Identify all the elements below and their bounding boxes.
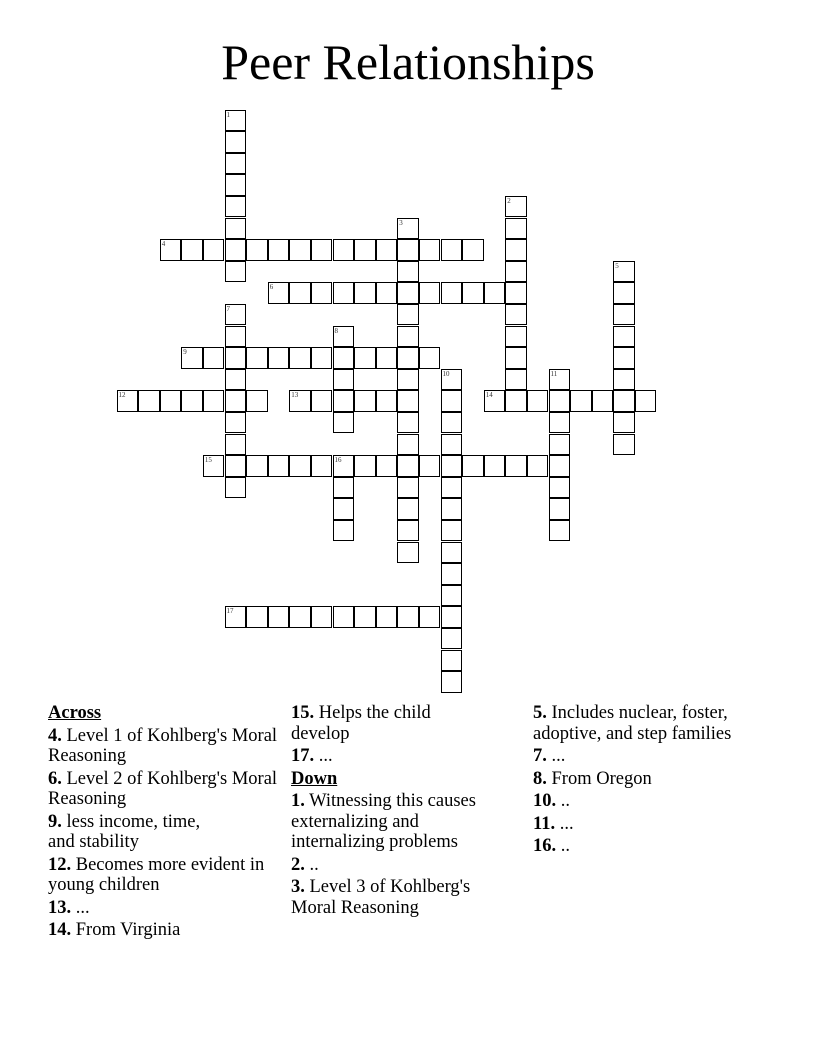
- grid-cell[interactable]: [225, 196, 247, 218]
- grid-cell[interactable]: [203, 239, 225, 261]
- clue-down-5: 5. Includes nuclear, foster, adoptive, and step families: [533, 703, 732, 744]
- clue-down-2: 2. ..: [291, 854, 319, 875]
- clue-number: 10: [442, 369, 450, 378]
- grid-cell[interactable]: [246, 455, 268, 477]
- grid-cell[interactable]: [333, 477, 355, 499]
- across-heading: Across: [48, 703, 102, 723]
- clue-across-6: 6. Level 2 of Kohlberg's Moral Reasoning: [48, 768, 278, 809]
- grid-cell[interactable]: [441, 477, 463, 499]
- clue-across-17: 17. ...: [291, 746, 333, 766]
- grid-cell[interactable]: [441, 650, 463, 672]
- grid-cell[interactable]: [333, 520, 355, 542]
- grid-cell[interactable]: [397, 412, 419, 434]
- grid-cell[interactable]: [613, 282, 635, 304]
- clue-across-15: 15. Helps the child develop: [291, 703, 431, 744]
- grid-cell[interactable]: [613, 390, 635, 412]
- grid-cell[interactable]: [441, 239, 463, 261]
- grid-cell[interactable]: [505, 282, 527, 304]
- grid-cell[interactable]: [441, 671, 463, 693]
- grid-cell[interactable]: [441, 282, 463, 304]
- clues-column-3: [533, 703, 753, 859]
- grid-cell[interactable]: [419, 282, 441, 304]
- grid-cell[interactable]: [376, 239, 398, 261]
- grid-cell[interactable]: [397, 261, 419, 283]
- grid-cell[interactable]: [333, 347, 355, 369]
- grid-cell[interactable]: [462, 282, 484, 304]
- grid-cell[interactable]: [333, 412, 355, 434]
- grid-cell[interactable]: [225, 304, 247, 326]
- grid-cell[interactable]: [397, 434, 419, 456]
- grid-cell[interactable]: [441, 563, 463, 585]
- grid-cell[interactable]: [333, 239, 355, 261]
- crossword-grid: [117, 110, 677, 700]
- grid-cell[interactable]: [289, 606, 311, 628]
- grid-cell[interactable]: [354, 239, 376, 261]
- grid-cell[interactable]: [549, 498, 571, 520]
- grid-cell[interactable]: [441, 585, 463, 607]
- grid-cell[interactable]: [268, 606, 290, 628]
- grid-cell[interactable]: [505, 304, 527, 326]
- grid-cell[interactable]: [549, 520, 571, 542]
- grid-cell[interactable]: [376, 282, 398, 304]
- grid-cell[interactable]: [419, 455, 441, 477]
- grid-cell[interactable]: [441, 542, 463, 564]
- grid-cell[interactable]: [160, 239, 182, 261]
- clue-across-14: 14. From Virginia: [48, 920, 181, 940]
- grid-cell[interactable]: [333, 369, 355, 391]
- grid-cell[interactable]: [397, 282, 419, 304]
- clue-down-7: 7. ...: [533, 746, 566, 766]
- down-heading: Down: [291, 768, 338, 789]
- grid-cell[interactable]: [549, 434, 571, 456]
- grid-cell[interactable]: [441, 520, 463, 542]
- clue-number: 11: [550, 369, 558, 378]
- grid-cell[interactable]: [613, 369, 635, 391]
- clue-number: 9: [183, 348, 187, 357]
- grid-cell[interactable]: [333, 282, 355, 304]
- grid-cell[interactable]: [311, 455, 333, 477]
- grid-cell[interactable]: [181, 239, 203, 261]
- grid-cell[interactable]: [268, 282, 290, 304]
- grid-cell[interactable]: [462, 455, 484, 477]
- grid-cell[interactable]: [333, 606, 355, 628]
- grid-cell[interactable]: [441, 606, 463, 628]
- grid-cell[interactable]: [225, 218, 247, 240]
- clue-number: 17: [226, 607, 234, 616]
- grid-cell[interactable]: [570, 390, 592, 412]
- clue-number: 6: [269, 283, 274, 292]
- clue-number: 3: [399, 218, 403, 227]
- grid-cell[interactable]: [505, 347, 527, 369]
- grid-cell[interactable]: [354, 455, 376, 477]
- grid-cell[interactable]: [225, 412, 247, 434]
- grid-cell[interactable]: [397, 455, 419, 477]
- grid-cell[interactable]: [225, 261, 247, 283]
- grid-cell[interactable]: [397, 218, 419, 240]
- grid-cell[interactable]: [225, 434, 247, 456]
- clue-down-16: 16. ..: [533, 836, 570, 856]
- clue-down-3: 3. Level 3 of Kohlberg's Moral Reasoning: [291, 877, 471, 918]
- grid-cell[interactable]: [354, 390, 376, 412]
- clue-across-13: 13. ...: [48, 897, 90, 918]
- clue-number: 15: [204, 456, 212, 465]
- clue-number: 16: [334, 456, 342, 465]
- grid-cell[interactable]: [311, 606, 333, 628]
- grid-cell[interactable]: [635, 390, 657, 412]
- clue-down-8: 8. From Oregon: [533, 768, 652, 789]
- grid-cell[interactable]: [397, 542, 419, 564]
- clue-down-10: 10. ..: [533, 791, 570, 811]
- grid-cell[interactable]: [376, 390, 398, 412]
- grid-cell[interactable]: [397, 369, 419, 391]
- grid-cell[interactable]: [613, 326, 635, 348]
- clues-column-2: [291, 703, 506, 920]
- grid-cell[interactable]: [376, 606, 398, 628]
- grid-cell[interactable]: [246, 390, 268, 412]
- clue-number: 7: [226, 304, 230, 313]
- clue-across-4: 4. Level 1 of Kohlberg's Moral Reasoning: [48, 725, 278, 766]
- clue-number: 8: [334, 326, 338, 335]
- grid-cell[interactable]: [484, 390, 506, 412]
- grid-cell[interactable]: [289, 390, 311, 412]
- grid-cell[interactable]: [397, 498, 419, 520]
- clue-number: 1: [226, 110, 230, 119]
- grid-cell[interactable]: [246, 239, 268, 261]
- grid-cell[interactable]: [333, 455, 355, 477]
- grid-cell[interactable]: [311, 239, 333, 261]
- grid-cell[interactable]: [419, 606, 441, 628]
- grid-cell[interactable]: [225, 347, 247, 369]
- grid-cell[interactable]: [289, 347, 311, 369]
- grid-cell[interactable]: [354, 606, 376, 628]
- grid-cell[interactable]: [419, 239, 441, 261]
- clue-down-1: 1. Witnessing this causes externalizing and internalizing problems: [291, 791, 476, 852]
- grid-cell[interactable]: [333, 326, 355, 348]
- grid-cell[interactable]: [397, 477, 419, 499]
- grid-cell[interactable]: [549, 412, 571, 434]
- grid-cell[interactable]: [246, 347, 268, 369]
- grid-cell[interactable]: [419, 347, 441, 369]
- grid-cell[interactable]: [441, 412, 463, 434]
- puzzle-title: Peer Relationships: [221, 34, 595, 90]
- grid-cell[interactable]: [311, 347, 333, 369]
- clue-across-12: 12. Becomes more evident in young children: [48, 854, 265, 895]
- grid-cell[interactable]: [613, 304, 635, 326]
- grid-cell[interactable]: [225, 606, 247, 628]
- grid-cell[interactable]: [527, 390, 549, 412]
- grid-cell[interactable]: [138, 390, 160, 412]
- grid-cell[interactable]: [289, 239, 311, 261]
- grid-cell[interactable]: [354, 347, 376, 369]
- grid-cell[interactable]: [505, 455, 527, 477]
- grid-cell[interactable]: [225, 477, 247, 499]
- grid-cell[interactable]: [203, 455, 225, 477]
- clue-number: 2: [507, 196, 511, 205]
- grid-cell[interactable]: [505, 261, 527, 283]
- grid-cell[interactable]: [397, 606, 419, 628]
- grid-cell[interactable]: [246, 606, 268, 628]
- grid-cell[interactable]: [268, 347, 290, 369]
- grid-cell[interactable]: [225, 110, 247, 132]
- grid-cell[interactable]: [505, 239, 527, 261]
- grid-cell[interactable]: [505, 196, 527, 218]
- grid-cell[interactable]: [225, 390, 247, 412]
- grid-cell[interactable]: [181, 390, 203, 412]
- grid-cell[interactable]: [203, 390, 225, 412]
- grid-cell[interactable]: [441, 628, 463, 650]
- grid-cell[interactable]: [225, 239, 247, 261]
- grid-cell[interactable]: [225, 369, 247, 391]
- grid-cell[interactable]: [376, 347, 398, 369]
- grid-cell[interactable]: [397, 390, 419, 412]
- clue-number: 13: [291, 391, 299, 400]
- grid-cell[interactable]: [527, 455, 549, 477]
- grid-cell[interactable]: [311, 390, 333, 412]
- grid-cell[interactable]: [549, 390, 571, 412]
- grid-cell[interactable]: [397, 239, 419, 261]
- grid-cell[interactable]: [613, 261, 635, 283]
- grid-cell[interactable]: [160, 390, 182, 412]
- clue-number: 5: [615, 261, 619, 270]
- grid-cell[interactable]: [441, 369, 463, 391]
- grid-cell[interactable]: [441, 455, 463, 477]
- grid-cell[interactable]: [333, 498, 355, 520]
- grid-cell[interactable]: [225, 455, 247, 477]
- grid-cell[interactable]: [462, 239, 484, 261]
- grid-cell[interactable]: [505, 218, 527, 240]
- grid-cell[interactable]: [441, 390, 463, 412]
- grid-cell[interactable]: [505, 369, 527, 391]
- grid-cell[interactable]: [592, 390, 614, 412]
- grid-cell[interactable]: [397, 347, 419, 369]
- grid-cell[interactable]: [613, 347, 635, 369]
- grid-cell[interactable]: [376, 455, 398, 477]
- grid-cell[interactable]: [225, 174, 247, 196]
- grid-cell[interactable]: [117, 390, 139, 412]
- grid-cell[interactable]: [397, 326, 419, 348]
- grid-cell[interactable]: [333, 390, 355, 412]
- clue-number: 4: [161, 240, 166, 249]
- grid-cell[interactable]: [549, 477, 571, 499]
- grid-cell[interactable]: [441, 498, 463, 520]
- grid-cell[interactable]: [225, 326, 247, 348]
- grid-cell[interactable]: [505, 390, 527, 412]
- clue-number: 14: [485, 391, 493, 400]
- grid-cell[interactable]: [549, 455, 571, 477]
- grid-cell[interactable]: [354, 282, 376, 304]
- grid-cell[interactable]: [549, 369, 571, 391]
- grid-cell[interactable]: [613, 434, 635, 456]
- clue-across-9: 9. less income, time, and stability: [48, 811, 201, 852]
- grid-cell[interactable]: [289, 455, 311, 477]
- grid-cell[interactable]: [613, 412, 635, 434]
- grid-cell[interactable]: [441, 434, 463, 456]
- grid-cell[interactable]: [484, 455, 506, 477]
- grid-cell[interactable]: [397, 304, 419, 326]
- clue-number: 12: [118, 391, 126, 400]
- grid-cell[interactable]: [181, 347, 203, 369]
- grid-cell[interactable]: [397, 520, 419, 542]
- grid-cell[interactable]: [203, 347, 225, 369]
- grid-cell[interactable]: [268, 455, 290, 477]
- grid-cell[interactable]: [484, 282, 506, 304]
- clues-column-1: [48, 703, 278, 943]
- grid-cell[interactable]: [225, 153, 247, 175]
- grid-cell[interactable]: [289, 282, 311, 304]
- grid-cell[interactable]: [311, 282, 333, 304]
- clue-down-11: 11. ...: [533, 813, 574, 834]
- grid-cell[interactable]: [268, 239, 290, 261]
- grid-cell[interactable]: [225, 131, 247, 153]
- grid-cell[interactable]: [505, 326, 527, 348]
